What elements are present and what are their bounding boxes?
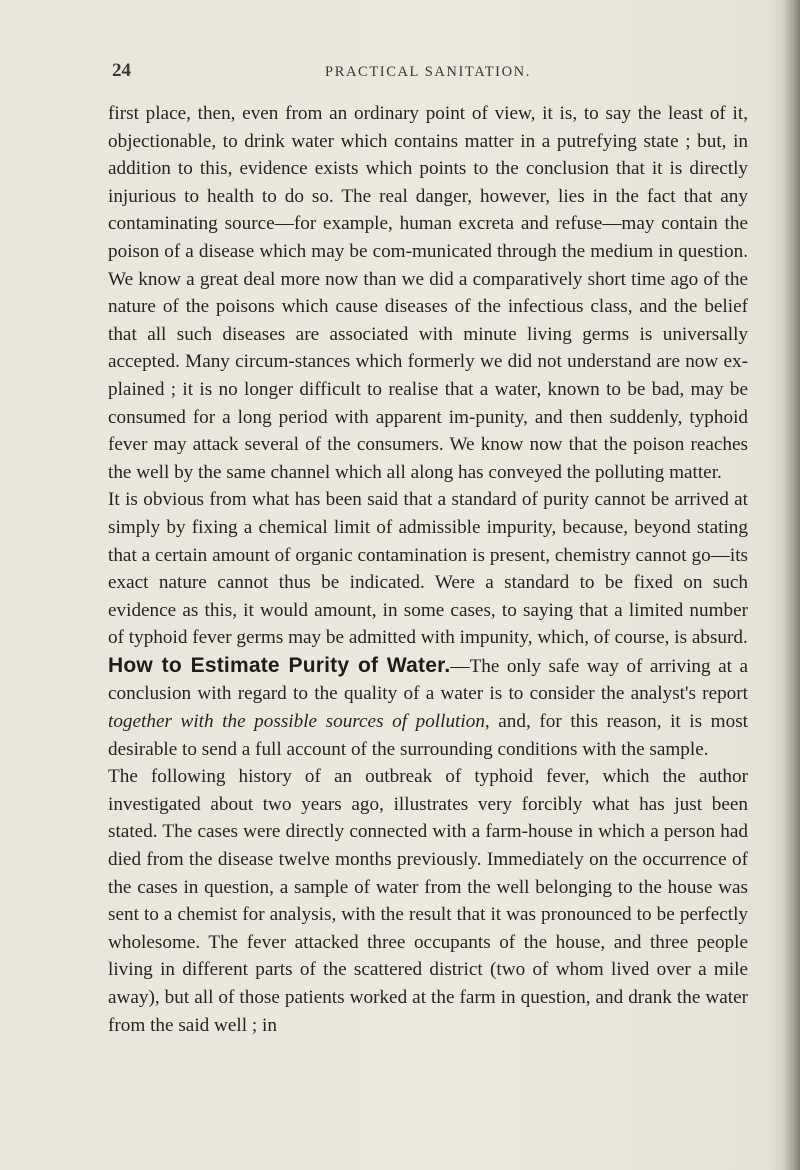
page-edge-shadow [782, 0, 800, 1170]
paragraph-3-italic: together with the possible sources of pollution [108, 711, 485, 733]
paragraph-3-text-b: , and, for this reason, it is most desirable to send a full account of the surrounding conditions with the sample. [108, 711, 748, 760]
paragraph-1: first place, then, even from an ordinary point of view, it is, to say the least of it, objectionable, to drink water which contains matter in a putrefying state ; but, in addition to this, evidence exists which points to the conclusion that it is directly injurious to health to do so. The real danger, however, lies in the fact that any contaminating source—for example, human excreta and refuse—may contain the poison of a disease which may be com-municated through the medium in question. We know a great deal more now than we did a comparatively short time ago of the nature of the poisons which cause diseases of the infectious class, and the belief that all such diseases are associated with minute living germs is universally accepted. Many circum-stances which formerly we did not understand are now ex-plained ; it is no longer difficult to realise that a water, known to be bad, may be consumed for a long period with apparent im-punity, and then suddenly, typhoid fever may attack several of the consumers. We know now that the poison reaches the well by the same channel which all along has conveyed the polluting matter. [108, 103, 748, 483]
page-header [112, 60, 744, 84]
paragraph-3-text-a: —The only safe way of arriving at a conclusion with regard to the quality of a water is to consider the analyst's report [108, 655, 748, 705]
body-text [108, 100, 748, 1039]
paragraph-4: The following history of an outbreak of typhoid fever, which the author investigated about two years ago, illustrates very forcibly what has just been stated. The cases were directly connected with a farm-house in which a person had died from the disease twelve months previously. Immediately on the occurrence of the cases in question, a sample of water from the well belonging to the house was sent to a chemist for analysis, with the result that it was pronounced to be perfectly wholesome. The fever attacked three occupants of the house, and three people living in different parts of the scattered district (two of whom lived over a mile away), but all of those patients worked at the farm in question, and drank the water from the said well ; in [108, 766, 748, 1036]
section-heading: How to Estimate Purity of Water. [108, 653, 451, 677]
page-number: 24 [112, 60, 131, 81]
paragraph-3 [108, 652, 748, 763]
paragraph-2: It is obvious from what has been said that a standard of purity cannot be arrived at simply by fixing a chemical limit of admissible impurity, because, beyond stating that a certain amount of organic contamination is present, chemistry cannot go—its exact nature cannot thus be indicated. Were a standard to be fixed on such evidence as this, it would amount, in some cases, to saying that a limited number of typhoid fever germs may be admitted with impunity, which, of course, is absurd. [108, 489, 748, 649]
running-head: PRACTICAL SANITATION. [325, 64, 531, 80]
